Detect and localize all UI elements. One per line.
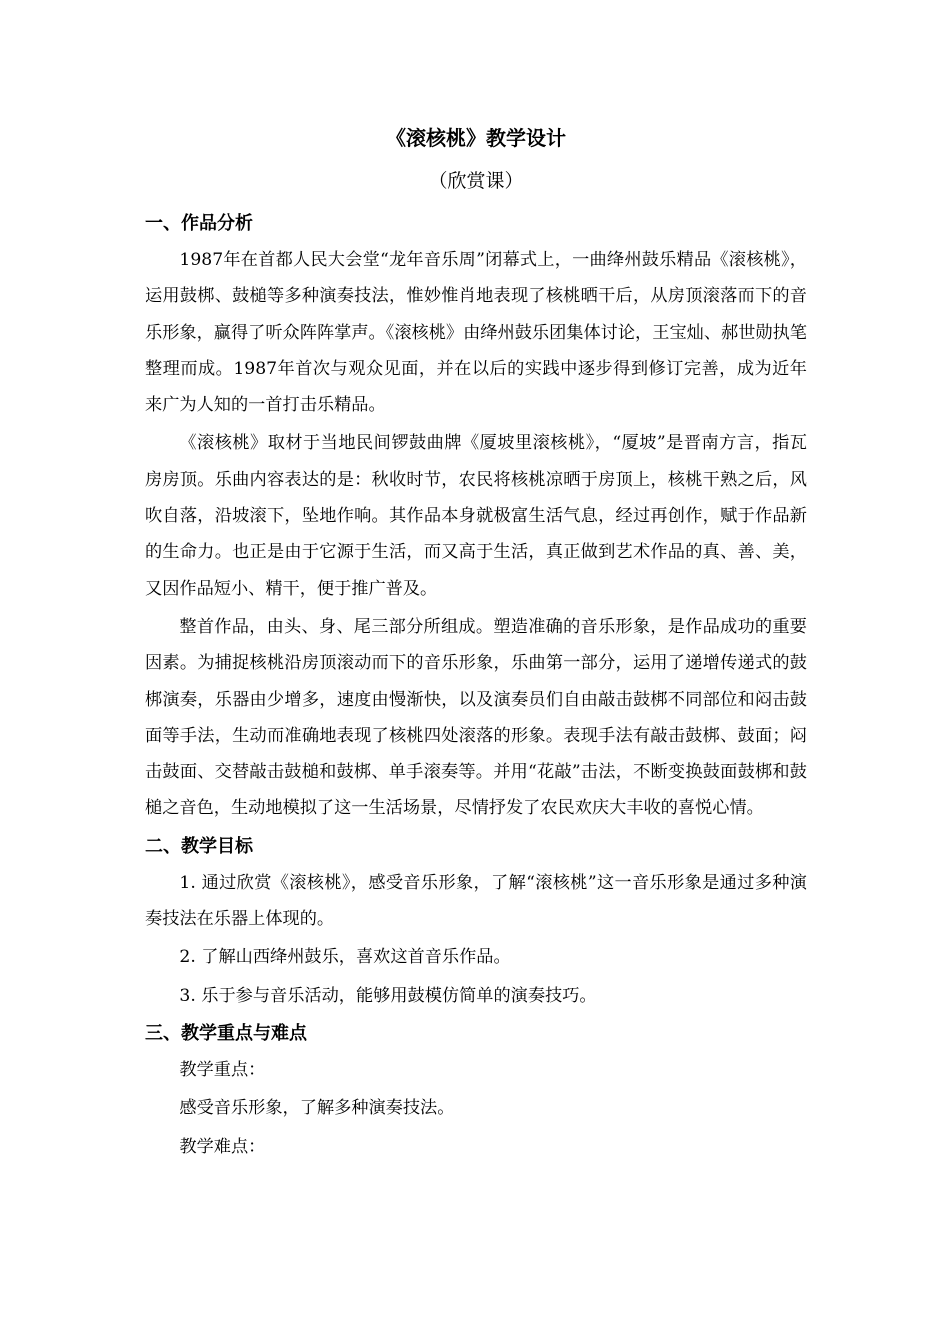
document-subtitle: （欣赏课） (428, 170, 524, 192)
goal-item-1: 1. 通过欣赏《滚核桃》，感受音乐形象，了解“滚核桃”这一音乐形象是通过多种演奏技法在乐器上体现的。 (145, 872, 807, 930)
analysis-paragraph-2: 《滚核桃》取材于当地民间锣鼓曲牌《厦坡里滚核桃》，“厦坡”是晋南方言，指瓦房房顶。乐曲内容表达的是：秋收时节，农民将核桃凉晒于房顶上，核桃干熟之后，风吹自落，沿坡滚下，坠地作响。其作品本身就极富生活气息，经过再创作，赋于作品新的生命力。也正是由于它源于生活，而又高于生活，真正做到艺术作品的真、善、美，又因作品短小、精干，便于推广普及。 (145, 433, 807, 599)
goal-item-3: 3. 乐于参与音乐活动，能够用鼓模仿简单的演奏技巧。 (179, 985, 597, 1006)
section-heading-goals: 二、教学目标 (145, 835, 253, 857)
document-content (145, 118, 807, 1167)
section-heading-focus: 三、教学重点与难点 (145, 1022, 307, 1044)
document-title: 《滚核桃》教学设计 (386, 126, 566, 150)
key-point-label: 教学重点： (179, 1059, 266, 1080)
difficulty-label: 教学难点： (179, 1136, 266, 1157)
goal-item-2: 2. 了解山西绛州鼓乐，喜欢这首音乐作品。 (179, 947, 511, 968)
analysis-paragraph-1: 1987年在首都人民大会堂“龙年音乐周”闭幕式上，一曲绛州鼓乐精品《滚核桃》，运用鼓梆、鼓槌等多种演奏技法，惟妙惟肖地表现了核桃晒干后，从房顶滚落而下的音乐形象，赢得了听众阵阵掌声。《滚核桃》由绛州鼓乐团集体讨论，王宝灿、郝世勋执笔整理而成。1987年首次与观众见面，并在以后的实践中逐步得到修订完善，成为近年来广为人知的一首打击乐精品。 (145, 250, 807, 416)
key-point-text: 感受音乐形象，了解多种演奏技法。 (179, 1098, 455, 1119)
analysis-paragraph-3: 整首作品，由头、身、尾三部分所组成。塑造准确的音乐形象，是作品成功的重要因素。为捕捉核桃沿房顶滚动而下的音乐形象，乐曲第一部分，运用了递增传递式的鼓梆演奏，乐器由少增多，速度由慢渐快，以及演奏员们自由敲击鼓梆不同部位和闷击鼓面等手法，生动而准确地表现了核桃四处滚落的形象。表现手法有敲击鼓梆、鼓面；闷击鼓面、交替敲击鼓槌和鼓梆、单手滚奏等。并用“花敲”击法，不断变换鼓面鼓梆和鼓槌之音色，生动地模拟了这一生活场景，尽情抒发了农民欢庆大丰收的喜悦心情。 (145, 616, 807, 819)
section-heading-analysis: 一、作品分析 (145, 213, 253, 234)
